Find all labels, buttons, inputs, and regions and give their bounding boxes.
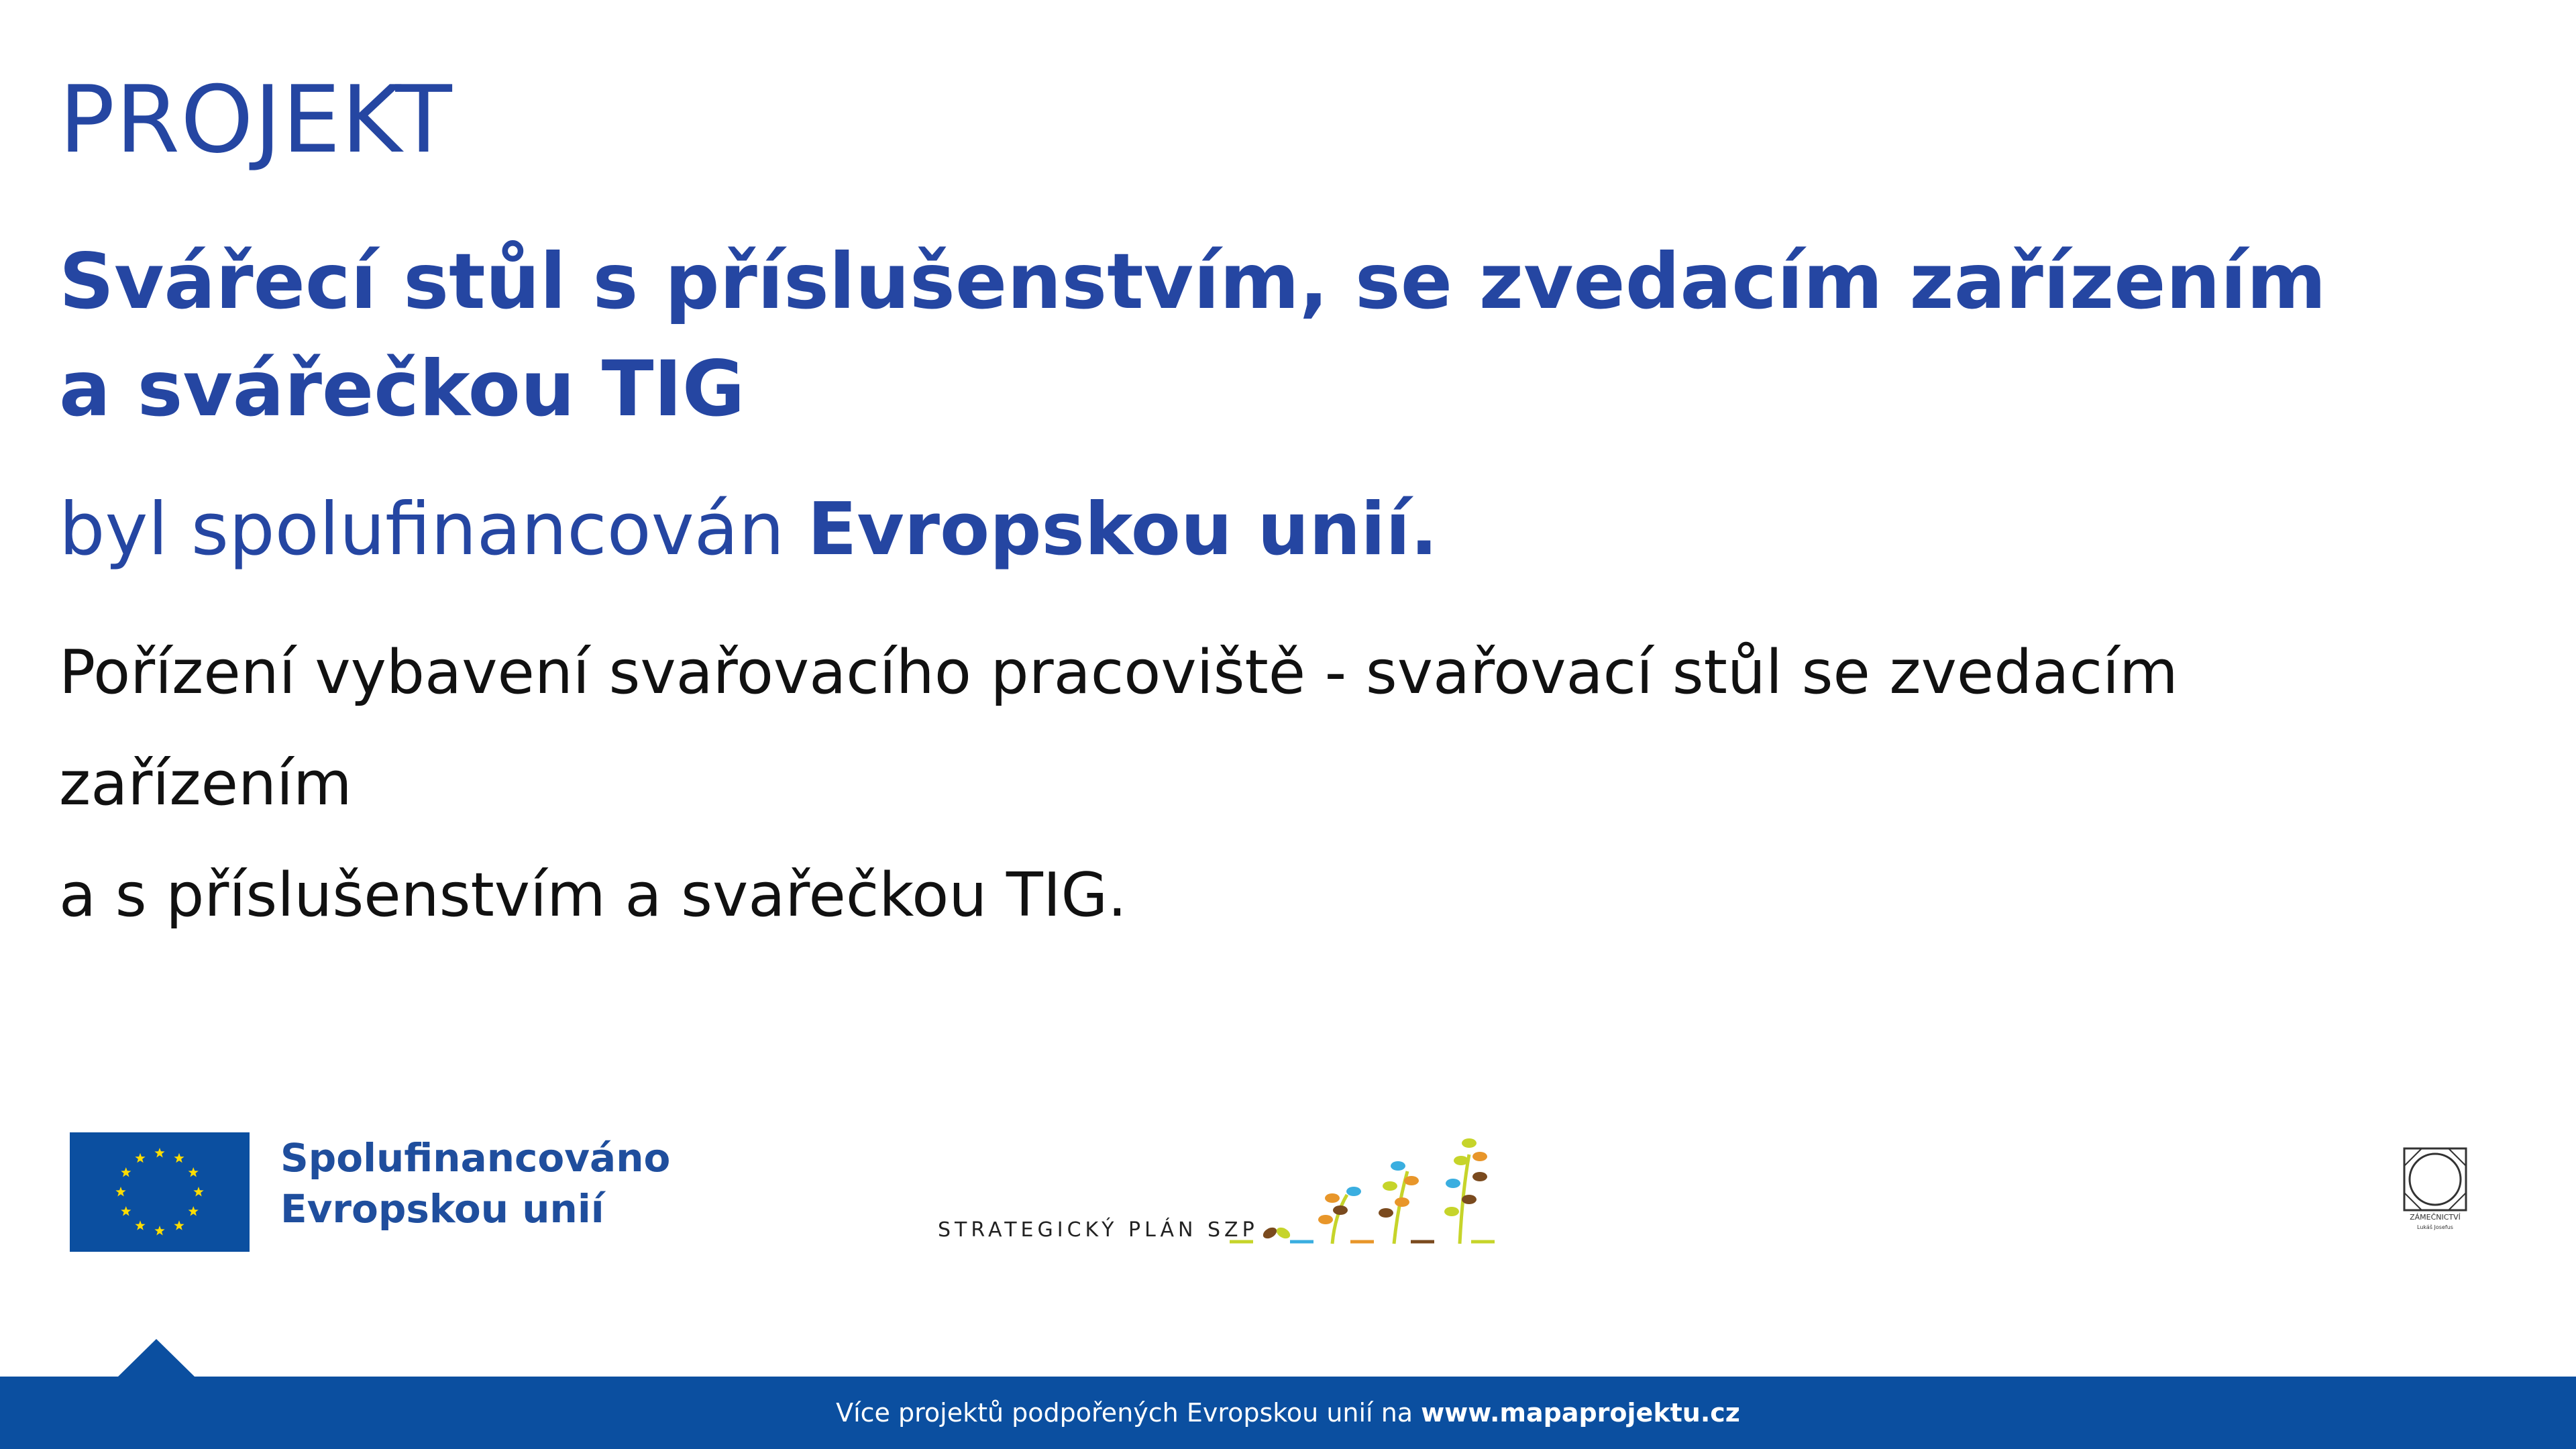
footer-link[interactable]: www.mapaprojektu.cz bbox=[1421, 1398, 1740, 1428]
eu-label-line1: Spolufinancováno bbox=[280, 1135, 671, 1181]
project-description bbox=[59, 617, 2474, 951]
cofinanced-eu: Evropskou unií. bbox=[807, 488, 1438, 572]
project-title-line1: Svářecí stůl s příslušenstvím, se zvedacím zařízením bbox=[59, 237, 2326, 326]
company-logo-line1: ZÁMEČNICTVÍ bbox=[2410, 1213, 2461, 1222]
description-line1: Pořízení vybavení svařovacího pracoviště - svařovací stůl se zvedacím zařízením bbox=[59, 637, 2178, 819]
company-logo-icon bbox=[2402, 1146, 2469, 1233]
eu-flag-icon bbox=[70, 1132, 250, 1252]
szp-logo-text: STRATEGICKÝ PLÁN SZP bbox=[938, 1218, 1258, 1242]
cofinanced-statement bbox=[59, 483, 1438, 577]
szp-plants-icon bbox=[1226, 1131, 1521, 1252]
page-heading: PROJEKT bbox=[59, 66, 453, 174]
szp-logo bbox=[938, 1131, 1521, 1252]
cofinanced-prefix: byl spolufinancován bbox=[59, 488, 785, 572]
eu-cofinanced-label bbox=[280, 1132, 683, 1234]
company-logo-line2: Lukáš Josefus bbox=[2417, 1224, 2453, 1230]
footer-bar bbox=[0, 1377, 2576, 1449]
eu-label-line2: Evropskou unií bbox=[280, 1186, 604, 1232]
description-line2: a s příslušenstvím a svařečkou TIG. bbox=[59, 860, 1127, 930]
project-title-line2: a svářečkou TIG bbox=[59, 344, 745, 433]
project-title bbox=[59, 228, 2407, 443]
footer-text: Více projektů podpořených Evropskou unií na bbox=[836, 1398, 1413, 1428]
footer-notch bbox=[117, 1339, 195, 1377]
